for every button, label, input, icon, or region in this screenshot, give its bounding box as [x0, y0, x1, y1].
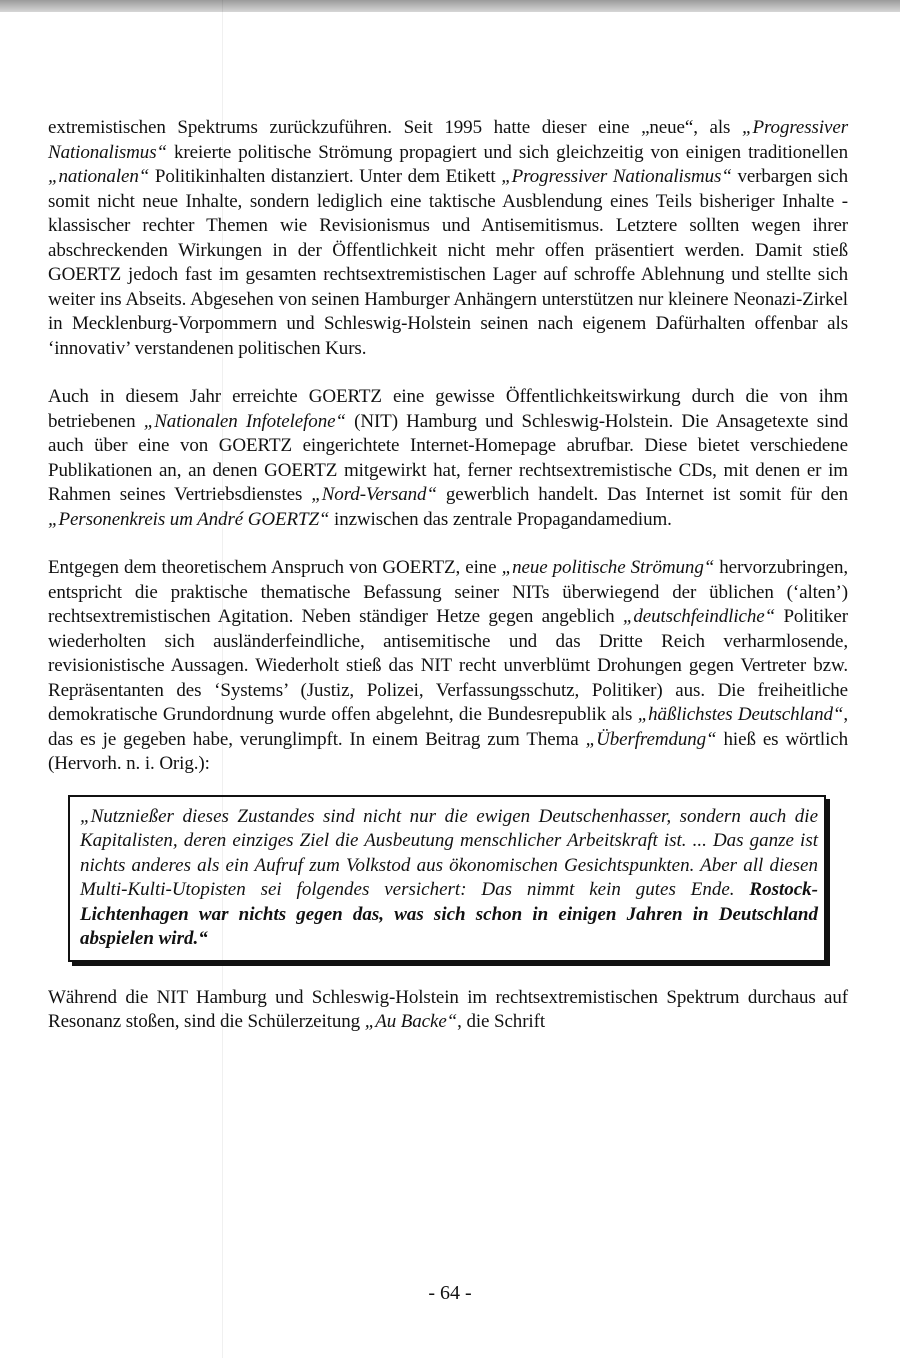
paragraph-3-text-5: hieß es wörtlich (Hervorh. n. i. Orig.): — [48, 728, 848, 774]
page-number: - 64 - — [428, 1282, 472, 1304]
paragraph-2-italic-2: „Nord-Versand“ — [311, 484, 437, 505]
paragraph-1-italic-1: „Progressiver Nationalismus“ — [48, 117, 848, 163]
paragraph-1-text-2: kreierte politische Strömung propagiert und sich gleichzeitig von einigen traditionellen — [166, 141, 848, 163]
paragraph-1-text-1: extremistischen Spektrums zurückzuführen. Seit 1995 hatte dieser eine „neue“, als — [48, 117, 742, 138]
quote-box — [68, 795, 826, 962]
paragraph-2-italic-3: „Personenkreis um André GOERTZ“ — [48, 508, 330, 530]
quote-text — [80, 805, 818, 952]
paragraph-4-text-1: Während die NIT Hamburg und Schleswig-Holstein im rechtsextremistischen Spektrum durchaus auf Resonanz stoßen, sind die Schülerzeitung — [48, 986, 848, 1032]
quote-text-regular: „Nutznießer dieses Zustandes sind nicht nur die ewigen Deutschenhasser, sondern auch die Kapitalisten, deren einziges Ziel die Ausbeutung menschlicher Arbeitskraft ist. ... Das ganze ist nichts anderes als ein Aufruf zum Volkstod aus ökonomischen Gesichtspunkten. Aber all diesen Multi-Kulti-Utopisten sei folgendes versichert: Das nimmt kein gutes Ende. — [80, 805, 818, 900]
paragraph-1 — [48, 116, 848, 361]
paragraph-1-text-3: Politikinhalten distanziert. Unter dem Etikett — [149, 166, 502, 187]
paragraph-2 — [48, 385, 848, 532]
paragraph-2-text-3: gewerblich handelt. Das Internet ist somit für den — [436, 484, 848, 505]
paragraph-2-text-4: inzwischen das zentrale Propagandamedium. — [329, 508, 672, 530]
paragraph-3-text-1: Entgegen dem theoretischem Anspruch von GOERTZ, eine — [48, 557, 502, 578]
paragraph-4 — [48, 986, 848, 1035]
paragraph-3-italic-3: „häßlichstes Deutschland“ — [637, 704, 844, 725]
paragraph-3-italic-2: „deutschfeindliche“ — [622, 606, 776, 627]
paragraph-3-text-2: hervorzubringen, entspricht die praktische thematische Befassung seiner NITs überwiegend der üblichen (‘alten’) rechtsextremistischen Agitation. Neben ständiger Hetze gegen angeblich — [48, 557, 848, 627]
paragraph-1-text-4: verbargen sich somit nicht neue Inhalte, sondern lediglich eine taktische Ausblendung eines Teils bisheriger Inhalte - klassischer rechter Themen wie Revisionismus und Antisemitismus. Letztere sollten wegen ihrer abschreckenden Wirkungen in der Öffentlichkeit nicht mehr offen präsentiert werden. Damit stieß GOERTZ jedoch fast im gesamten rechtsextremistischen Lager auf schroffe Ablehnung und stellte sich weiter ins Abseits. Abgesehen von seinen Hamburger Anhängern unterstützen nur kleinere Neonazi-Zirkel in Mecklenburg-Vorpommern und Schleswig-Holstein seinen nach eigenem Dafürhalten offenbar als ‘innovativ’ verstandenen politischen Kurs. — [48, 166, 848, 359]
paragraph-3-text-3: Politiker wiederholten sich ausländerfeindliche, antisemitische und das Dritte Reich verharmlosende, revisionistische Aussagen. Wiederholt stieß das NIT recht unverblümt Drohungen gegen Vertreter bzw. Repräsentanten des ‘Systems’ (Justiz, Polizei, Verfassungsschutz, Politiker) aus. Die freiheitliche demokratische Grundordnung wurde offen abgelehnt, die Bundesrepublik als — [48, 606, 848, 725]
paragraph-1-italic-2: „nationalen“ — [48, 166, 150, 187]
paragraph-3-text-4: , das es je gegeben habe, verunglimpft. In einem Beitrag zum Thema — [48, 704, 848, 750]
document-page — [48, 116, 848, 1035]
paragraph-4-italic-1: „Au Backe“ — [364, 1011, 458, 1032]
paragraph-1-italic-3: „Progressiver Nationalismus“ — [501, 166, 732, 187]
paragraph-3-italic-4: „Überfremdung“ — [585, 728, 717, 750]
paragraph-3-italic-1: „neue politische Strömung“ — [501, 557, 715, 578]
scan-edge — [0, 0, 900, 12]
paragraph-2-text-2: (NIT) Hamburg und Schleswig-Holstein. Die Ansagetexte sind auch über eine von GOERTZ eingerichtete Internet-Homepage abrufbar. Diese bietet verschiedene Publikationen an, an denen GOERTZ mitgewirkt hat, ferner rechtsextremistische CDs, mit denen er im Rahmen seines Vertriebsdienstes — [48, 410, 848, 505]
paragraph-2-italic-1: „Nationalen Infotelefone“ — [143, 410, 346, 432]
paragraph-2-text-1: Auch in diesem Jahr erreichte GOERTZ eine gewisse Öffentlichkeitswirkung durch die von ihm betriebenen — [48, 386, 848, 432]
paragraph-4-text-2: , die Schrift — [457, 1011, 546, 1032]
paragraph-3 — [48, 556, 848, 777]
quote-text-bold: Rostock-Lichtenhagen war nichts gegen das, was sich schon in einigen Jahren in Deutschland abspielen wird.“ — [80, 879, 818, 949]
